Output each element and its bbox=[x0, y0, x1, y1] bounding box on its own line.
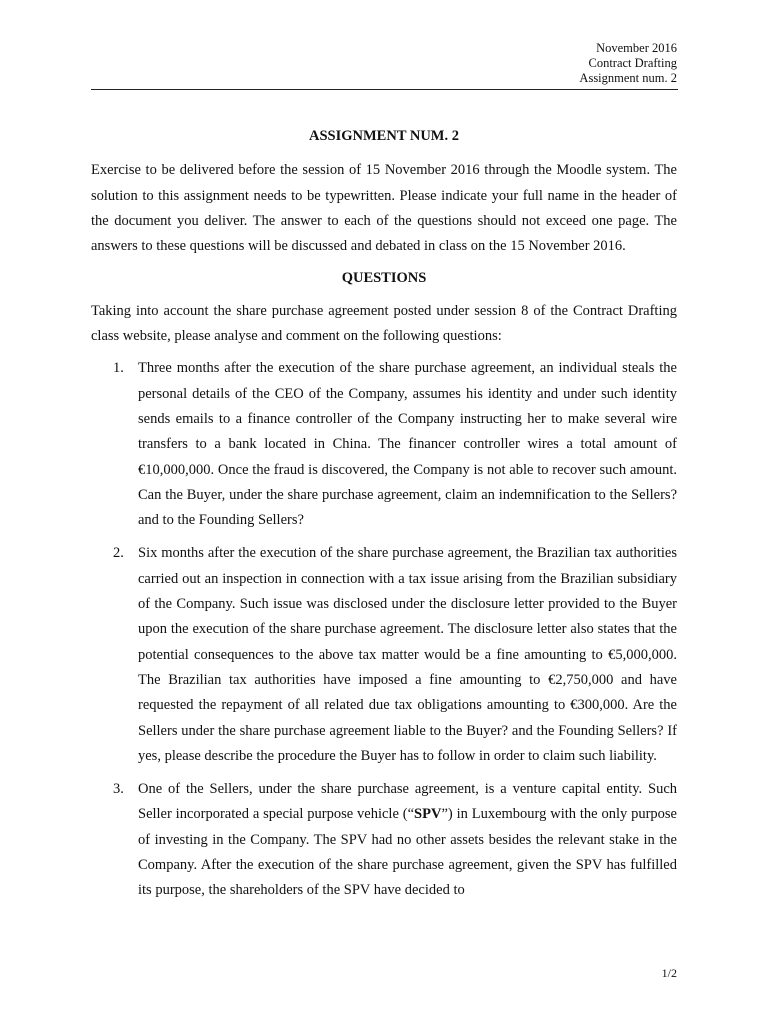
questions-heading: QUESTIONS bbox=[341, 270, 427, 287]
question-item-3 bbox=[91, 777, 677, 903]
question-text: Six months after the execution of the share purchase agreement, the Brazilian tax authorities carried out an inspection in connection with a tax issue arising from the Brazilian subsidiary of the Company. Such issue was disclosed under the disclosure letter provided to the Buyer upon the execution of the share purchase agreement. The disclosure letter also states that the potential consequences to the above tax matter would be a fine amounting to €5,000,000. The Brazilian tax authorities have imposed a fine amounting to €2,750,000 and have requested the repayment of all related due tax obligations amounting to €300,000. Are the Sellers under the share purchase agreement liable to the Buyer? and the Founding Sellers? If yes, please describe the procedure the Buyer has to follow in order to claim such liability. bbox=[138, 545, 677, 764]
question-text bbox=[138, 777, 677, 903]
questions-list bbox=[91, 356, 677, 903]
question-number: 3. bbox=[113, 781, 124, 798]
question-number: 2. bbox=[113, 545, 124, 562]
question-text-start: One of the Sellers, under the share purchase agreement, is a venture capital entity. Such Seller incorporated a special purpose vehicle (“ bbox=[138, 781, 677, 823]
question-item-2 bbox=[91, 541, 677, 769]
question-text-end: ”) in Luxembourg with the only purpose of investing in the Company. The SPV had no other assets besides the relevant stake in the Company. After the execution of the share purchase agreement, given the SPV has fulfilled its purpose, the shareholders of the SPV have decided to bbox=[138, 806, 677, 899]
page-number: 1/2 bbox=[661, 966, 677, 980]
header-course: Contract Drafting bbox=[588, 56, 677, 70]
document-title: ASSIGNMENT NUM. 2 bbox=[309, 128, 459, 144]
header-assignment: Assignment num. 2 bbox=[579, 71, 677, 85]
page-header bbox=[579, 41, 677, 86]
header-date: November 2016 bbox=[596, 41, 677, 55]
question-number: 1. bbox=[113, 360, 124, 377]
lead-in-paragraph: Taking into account the share purchase agreement posted under session 8 of the Contract Drafting class website, please analyse and comment on the following questions: bbox=[91, 302, 677, 345]
header-divider bbox=[91, 89, 678, 90]
question-item-1 bbox=[91, 356, 677, 533]
intro-paragraph: Exercise to be delivered before the session of 15 November 2016 through the Moodle system. The solution to this assignment needs to be typewritten. Please indicate your full name in the header of the document you deliver. The answer to each of the questions should not exceed one page. The answers to these questions will be discussed and debated in class on the 15 November 2016. bbox=[91, 162, 677, 255]
defined-term-spv: SPV bbox=[414, 806, 442, 823]
question-text: Three months after the execution of the share purchase agreement, an individual steals the personal details of the CEO of the Company, assumes his identity and under such identity sends emails to a finance controller of the Company instructing her to make several wire transfers to a bank located in China. The financer controller wires a total amount of €10,000,000. Once the fraud is discovered, the Company is not able to recover such amount. Can the Buyer, under the share purchase agreement, claim an indemnification to the Sellers? and to the Founding Sellers? bbox=[138, 360, 677, 529]
document-body bbox=[91, 124, 677, 912]
